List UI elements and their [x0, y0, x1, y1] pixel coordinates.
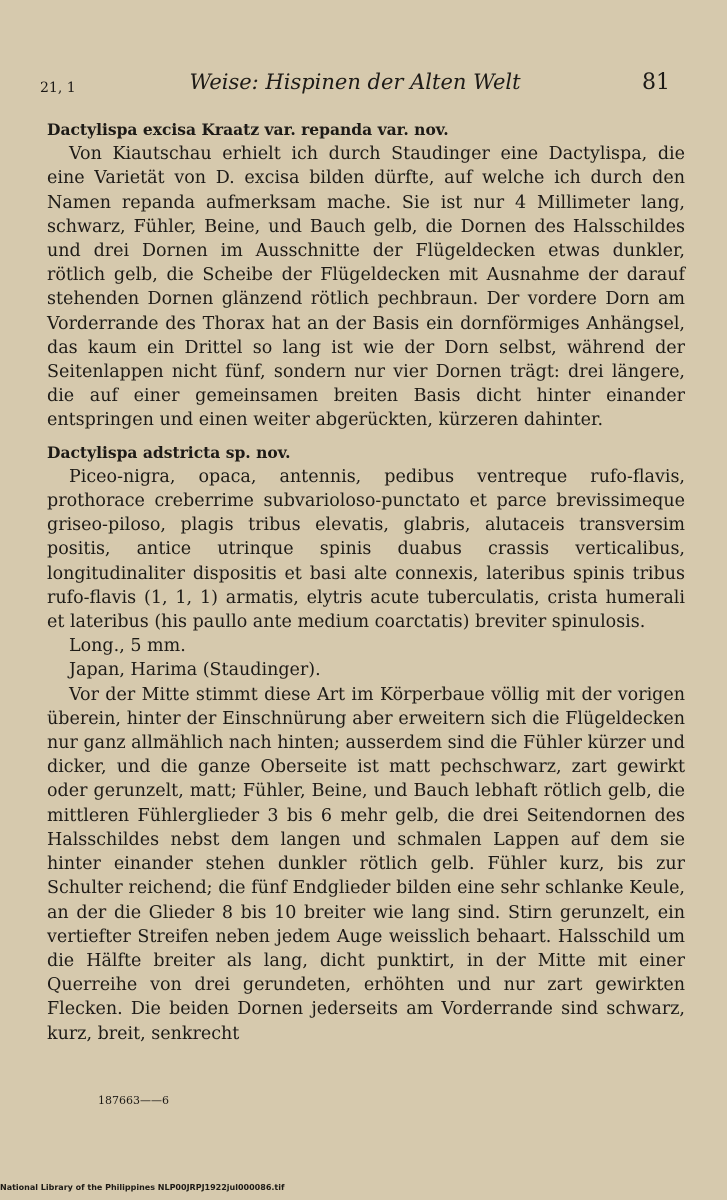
section-heading-adstricta: Dactylispa adstricta sp. nov. — [47, 442, 291, 462]
latin-diagnosis: Piceo-nigra, opaca, antennis, pedibus ventreque rufo-flavis, prothorace creberrime subvarioloso-punctato et parce brevissimeque griseo-piloso, plagis tribus elevatis, glabris, alutaceis transversim positis, antice utrinque spinis duabus crassis verticalibus, longitudinaliter dispositis et basi alte connexis, lateribus spinis tribus rufo-flavis (1, 1, 1) armatis, elytris acute tuberculatis, crista humerali et lateribus (his paullo ante medium coarctatis) breviter spinulosis. — [47, 466, 685, 633]
locality-line: Japan, Harima (Staudinger). — [69, 660, 321, 681]
volume-number: 21, 1 — [40, 80, 76, 96]
description-paragraph: Vor der Mitte stimmt diese Art im Körperbaue völlig mit der vorigen überein, hinter der Einschnürung aber erweitern sich die Flügeldecken nur ganz allmählich nach hinten; ausserdem sind die Fühler kürzer und dicker, und die ganze Oberseite ist matt pechschwarz, zart gewirkt oder gerunzelt, matt; Fühler, Beine, und Bauch lebhaft rötlich gelb, die mittleren Fühlerglieder 3 bis 6 mehr gelb, die drei Seitendornen des Halsschildes nebst dem langen und schmalen Lappen auf dem sie hinter einander stehen dunkler rötlich gelb. Fühler kurz, bis zur Schulter reichend; die fünf Endglieder bilden eine sehr schlanke Keule, an der die Glieder 8 bis 10 breiter wie lang sind. Stirn gerunzelt, ein vertiefter Streifen neben jedem Auge weisslich behaart. Halsschild um die Hälfte breiter als lang, dicht punktirt, in der Mitte mit einer Querreihe von drei gerundeten, erhöhten und nur zart gewirkten Flecken. Die beiden Dornen jederseits am Vorderrande sind schwarz, kurz, breit, senkrecht — [47, 684, 685, 1044]
printer-signature: 187663——6 — [98, 1094, 169, 1107]
length-line: Long., 5 mm. — [69, 636, 186, 657]
article-body — [47, 114, 685, 1046]
paragraph-repanda: Von Kiautschau erhielt ich durch Staudinger eine Dactylispa, die eine Varietät von D. excisa bilden dürfte, auf welche ich durch den Namen repanda aufmerksam mache. Sie ist nur 4 Millimeter lang, schwarz, Fühler, Beine, und Bauch gelb, die Dornen des Halsschildes und drei Dornen im Ausschnitte der Flügeldecken etwas dunkler, rötlich gelb, die Scheibe der Flügeldecken mit Ausnahme der darauf stehenden Dornen glänzend rötlich pechbraun. Der vordere Dorn am Vorderrande des Thorax hat an der Basis ein dornförmiges Anhängsel, das kaum ein Drittel so lang ist wie der Dorn selbst, während der Seitenlappen nicht fünf, sondern nur vier Dornen trägt: drei längere, die auf einer gemeinsamen breiten Basis dicht hinter einander entspringen und einen weiter abgerückten, kürzeren dahinter. — [47, 144, 685, 431]
page-number: 81 — [642, 70, 670, 95]
section-heading-repanda: Dactylispa excisa Kraatz var. repanda var. nov. — [47, 120, 449, 139]
scan-footer: National Library of the Philippines NLP00JRPJ1922jul000086.tif — [0, 1183, 285, 1192]
running-header — [40, 70, 670, 104]
running-title: Weise: Hispinen der Alten Welt — [189, 70, 521, 94]
